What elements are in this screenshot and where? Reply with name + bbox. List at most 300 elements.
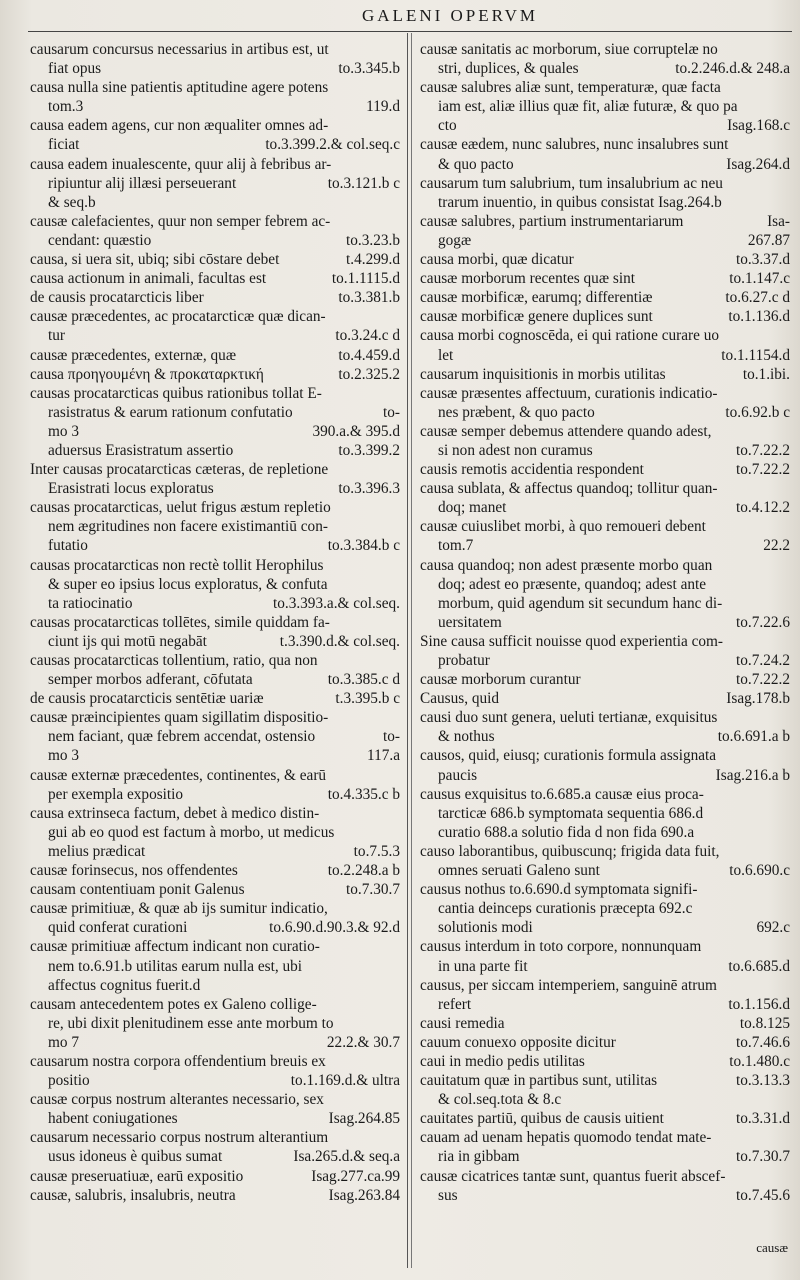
- index-reference: to.3.13.3: [736, 1072, 790, 1090]
- index-line: [30, 632, 400, 651]
- index-entry-text: causæ præsentes affectuum, curationis indicatio-: [420, 384, 718, 402]
- index-line: [420, 1128, 790, 1147]
- index-entry-text: cauitates partiū, quibus de causis uitient: [420, 1110, 664, 1128]
- index-reference: to.4.12.2: [736, 499, 790, 517]
- index-line: [420, 785, 790, 804]
- index-entry-text: causis remotis accidentia respondent: [420, 461, 644, 479]
- index-line: [30, 78, 400, 97]
- index-reference: to.1.156.d: [728, 995, 790, 1013]
- index-line: [420, 727, 790, 746]
- index-line: [30, 1014, 400, 1033]
- index-line: [30, 1090, 400, 1109]
- index-line: [30, 40, 400, 59]
- index-reference: to.7.45.6: [736, 1186, 790, 1204]
- index-line: [420, 441, 790, 460]
- index-entry-text: causus interdum in toto corpore, nonnunquam: [420, 938, 702, 956]
- index-line: [420, 78, 790, 97]
- index-entry-text: causas procatarcticas tollentium, ratio, qua non: [30, 652, 318, 669]
- index-reference: to.3.345.b: [338, 60, 400, 78]
- index-line: [30, 1128, 400, 1147]
- index-reference: to.3.393.a.& col.seq.: [272, 594, 400, 612]
- index-entry-text: doq; adest eo præsente, quandoq; adest ante: [438, 575, 707, 593]
- index-reference: to.7.22.2: [736, 441, 790, 459]
- index-entry-text: aduersus Erasistratum assertio: [48, 441, 234, 459]
- column-divider-inner: [411, 33, 412, 1268]
- index-reference: to.3.23.b: [346, 231, 400, 249]
- index-entry-text: causæ primitiuæ, & quæ ab ijs sumitur indicatio,: [30, 900, 328, 918]
- index-line: [30, 1167, 400, 1186]
- index-entry-text: Inter causas procatarcticas cæteras, de repletione: [30, 461, 329, 479]
- index-reference: to.7.22.6: [736, 613, 790, 631]
- index-entry-text: nes præbent, & quo pacto: [438, 403, 595, 421]
- index-reference: to.3.31.d: [736, 1110, 790, 1128]
- catchword: causæ: [756, 1240, 788, 1255]
- index-line: [30, 193, 400, 212]
- index-line: [420, 632, 790, 651]
- index-line: [30, 116, 400, 135]
- index-entry-text: re, ubi dixit plenitudinem esse ante morbum to: [48, 1014, 334, 1032]
- index-reference: 390.a.& 395.d: [312, 422, 400, 440]
- index-entry-text: causæ salubres, partium instrumentariarum: [420, 212, 684, 230]
- index-entry-text: semper morbos adferant, cōfutata: [48, 671, 253, 689]
- index-line: [420, 708, 790, 727]
- index-entry-text: tom.7: [438, 537, 474, 555]
- index-entry-text: causas procatarcticas, uelut frigus æstum repletio: [30, 499, 331, 517]
- index-line: [30, 976, 400, 995]
- index-line: [420, 689, 790, 708]
- index-reference: Isag.168.c: [727, 117, 790, 135]
- index-entry-text: causa actionum in animali, facultas est: [30, 270, 267, 288]
- index-reference: to.1.ibi.: [742, 365, 790, 383]
- index-entry-text: & col.seq.tota & 8.c: [438, 1091, 562, 1109]
- index-reference: to.6.90.d.90.3.& 92.d: [269, 919, 400, 937]
- index-line: [30, 174, 400, 193]
- index-line: [420, 804, 790, 823]
- index-line: [30, 556, 400, 575]
- index-line: [420, 135, 790, 154]
- index-reference: to.1.1154.d: [721, 346, 790, 364]
- index-line: [420, 326, 790, 345]
- index-reference: to.1.480.c: [729, 1052, 790, 1070]
- index-entry-text: positio: [48, 1072, 90, 1090]
- index-entry-text: de causis procatarcticis sentētiæ uariæ: [30, 690, 264, 708]
- index-reference: to.6.92.b c: [725, 403, 790, 421]
- index-entry-text: causus, per siccam intemperiem, sanguinē atrum: [420, 976, 717, 994]
- index-entry-text: gogæ: [438, 231, 472, 249]
- index-line: [420, 1147, 790, 1166]
- index-entry-text: causa quandoq; non adest præsente morbo quan: [420, 556, 713, 574]
- index-entry-text: cauum conuexo opposite dicitur: [420, 1033, 616, 1051]
- index-entry-text: ripiuntur alij illæsi perseuerant: [48, 174, 237, 192]
- index-line: [30, 346, 400, 365]
- index-entry-text: causæ præcedentes, externæ, quæ: [30, 346, 237, 364]
- index-entry-text: gui ab eo quod est factum à morbo, ut medicus: [48, 823, 335, 841]
- index-entry-text: causa extrinseca factum, debet à medico distin-: [30, 804, 320, 822]
- index-entry-text: causam antecedentem potes ex Galeno collige-: [30, 995, 317, 1013]
- index-line: [30, 880, 400, 899]
- index-line: [30, 307, 400, 326]
- running-header: GALENI OPERVM: [362, 6, 538, 25]
- index-line: [420, 269, 790, 288]
- index-line: [420, 384, 790, 403]
- index-line: [420, 250, 790, 269]
- index-entry-text: causi remedia: [420, 1014, 505, 1032]
- index-entry-text: habent coniugationes: [48, 1110, 178, 1128]
- index-reference: to.3.37.d: [736, 251, 790, 269]
- index-line: [30, 135, 400, 154]
- index-line: [30, 269, 400, 288]
- index-line: [420, 536, 790, 555]
- index-reference: 22.2.& 30.7: [326, 1033, 400, 1051]
- index-line: [420, 174, 790, 193]
- index-line: [30, 918, 400, 937]
- index-reference: to.3.381.b: [338, 289, 400, 307]
- index-line: [420, 498, 790, 517]
- index-line: [420, 59, 790, 78]
- index-line: [420, 307, 790, 326]
- index-line: [30, 804, 400, 823]
- index-line: [30, 517, 400, 536]
- index-line: [420, 594, 790, 613]
- index-line: [420, 365, 790, 384]
- index-line: [30, 1052, 400, 1071]
- index-line: [30, 479, 400, 498]
- index-entry-text: usus idoneus è quibus sumat: [48, 1148, 223, 1166]
- index-reference: to-: [383, 403, 400, 421]
- index-entry-text: causæ morbificæ, earumq; differentiæ: [420, 289, 653, 307]
- index-line: [420, 556, 790, 575]
- index-reference: to.8.125: [739, 1014, 790, 1032]
- column-divider: [407, 33, 408, 1268]
- index-line: [420, 880, 790, 899]
- index-entry-text: mo 7: [48, 1033, 80, 1051]
- index-entry-text: ta ratiocinatio: [48, 594, 133, 612]
- index-line: [30, 97, 400, 116]
- index-line: [420, 937, 790, 956]
- index-entry-text: cendant: quæstio: [48, 231, 152, 249]
- index-entry-text: caui in medio pedis utilitas: [420, 1052, 585, 1070]
- index-entry-text: morbum, quid agendum sit secundum hanc di-: [438, 594, 723, 612]
- index-reference: to.3.24.c d: [335, 327, 400, 345]
- index-entry-text: causæ forinsecus, nos offendentes: [30, 862, 238, 880]
- index-entry-text: tom.3: [48, 98, 84, 116]
- index-entry-text: causæ semper debemus attendere quando adest,: [420, 422, 712, 440]
- index-entry-text: causæ preseruatiuæ, earū expositio: [30, 1167, 244, 1185]
- index-line: [420, 899, 790, 918]
- index-entry-text: causarum necessario corpus nostrum alterantium: [30, 1129, 329, 1147]
- index-reference: to.6.690.c: [729, 862, 790, 880]
- index-reference: to.2.246.d.& 248.a: [675, 60, 790, 78]
- index-entry-text: cto: [438, 117, 457, 135]
- index-reference: to.7.30.7: [346, 881, 400, 899]
- index-line: [30, 957, 400, 976]
- index-entry-text: paucis: [438, 766, 478, 784]
- index-reference: Isag.178.b: [726, 690, 790, 708]
- index-line: [30, 441, 400, 460]
- index-entry-text: causæ externæ præcedentes, continentes, & earū: [30, 766, 327, 784]
- index-entry-text: causa eadem agens, cur non æqualiter omnes ad-: [30, 117, 329, 135]
- index-line: [420, 517, 790, 536]
- index-line: [420, 842, 790, 861]
- index-line: [30, 155, 400, 174]
- index-entry-text: causa nulla sine patientis aptitudine agere potens: [30, 79, 329, 97]
- index-entry-text: melius prædicat: [48, 842, 146, 860]
- index-reference: to.7.46.6: [736, 1033, 790, 1051]
- index-reference: 267.87: [747, 231, 790, 249]
- index-line: [420, 823, 790, 842]
- index-line: [420, 861, 790, 880]
- index-entry-text: cauam ad uenam hepatis quomodo tendat mate-: [420, 1129, 712, 1147]
- right-column: [420, 40, 790, 1268]
- index-entry-text: nem faciant, quæ febrem accendat, ostensio: [48, 728, 316, 746]
- index-line: [420, 746, 790, 765]
- index-line: [30, 651, 400, 670]
- index-line: [30, 842, 400, 861]
- index-line: [420, 422, 790, 441]
- index-entry-text: causa morbi cognoscēda, ei qui ratione curare uo: [420, 327, 720, 345]
- index-reference: Isag.264.85: [328, 1110, 400, 1128]
- index-entry-text: tur: [48, 327, 65, 345]
- index-reference: to.4.459.d: [338, 346, 400, 364]
- index-line: [30, 536, 400, 555]
- index-entry-text: causam contentiuam ponit Galenus: [30, 881, 245, 899]
- index-entry-text: affectus cognitus fuerit.d: [48, 976, 201, 994]
- index-line: [30, 575, 400, 594]
- index-reference: Isag.216.a b: [715, 766, 790, 784]
- index-reference: to.2.248.a b: [327, 862, 400, 880]
- index-line: [420, 613, 790, 632]
- index-entry-text: causæ sanitatis ac morborum, siue corruptelæ no: [420, 41, 718, 58]
- index-line: [30, 250, 400, 269]
- index-entry-text: per exempla expositio: [48, 785, 184, 803]
- index-entry-text: refert: [438, 995, 472, 1013]
- index-entry-text: Sine causa sufficit nouisse quod experientia com-: [420, 632, 724, 650]
- index-line: [30, 823, 400, 842]
- index-line: [420, 651, 790, 670]
- index-entry-text: causæ salubres aliæ sunt, temperaturæ, quæ facta: [420, 79, 721, 97]
- index-line: [420, 460, 790, 479]
- index-entry-text: rasistratus & earum rationum confutatio: [48, 403, 293, 421]
- index-line: [30, 460, 400, 479]
- index-entry-text: & seq.b: [48, 193, 96, 211]
- left-column: [30, 40, 400, 1268]
- header-rule: [28, 31, 792, 32]
- index-entry-text: mo 3: [48, 747, 80, 765]
- index-reference: 22.2: [763, 537, 790, 555]
- index-entry-text: causæ cuiuslibet morbi, à quo remoueri debent: [420, 518, 706, 536]
- index-entry-text: causæ, salubris, insalubris, neutra: [30, 1186, 236, 1204]
- index-entry-text: causæ præincipientes quam sigillatim dispositio-: [30, 709, 329, 727]
- index-entry-text: nem to.6.91.b utilitas earum nulla est, ubi: [48, 957, 303, 975]
- index-line: [420, 1071, 790, 1090]
- index-entry-text: probatur: [438, 652, 490, 669]
- index-line: [420, 1033, 790, 1052]
- index-reference: to.3.384.b c: [327, 537, 400, 555]
- index-reference: 119.d: [366, 98, 400, 116]
- index-line: [420, 1052, 790, 1071]
- index-reference: to.7.5.3: [353, 842, 400, 860]
- index-entry-text: omnes seruati Galeno sunt: [438, 862, 600, 880]
- index-entry-text: causos, quid, eiusq; curationis formula assignata: [420, 747, 717, 765]
- index-entry-text: trarum inuentio, in quibus consistat Isag.264.b: [438, 193, 722, 211]
- index-entry-text: causas procatarcticas quibus rationibus tollat E-: [30, 384, 322, 402]
- index-entry-text: solutionis modi: [438, 919, 533, 937]
- index-line: [30, 1033, 400, 1052]
- index-line: [30, 937, 400, 956]
- index-line: [30, 746, 400, 765]
- index-reference: Isag.264.d: [726, 155, 790, 173]
- index-line: [420, 957, 790, 976]
- index-entry-text: causus exquisitus to.6.685.a causæ eius proca-: [420, 785, 704, 803]
- index-reference: Isa.265.d.& seq.a: [293, 1148, 400, 1166]
- index-entry-text: mo 3: [48, 422, 80, 440]
- index-line: [30, 1109, 400, 1128]
- index-line: [420, 1014, 790, 1033]
- index-line: [30, 498, 400, 517]
- index-line: [30, 766, 400, 785]
- index-line: [420, 1167, 790, 1186]
- index-line: [30, 689, 400, 708]
- index-entry-text: tarcticæ 686.b symptomata sequentia 686.d: [438, 804, 704, 822]
- index-reference: Isag.277.ca.99: [311, 1167, 400, 1185]
- index-reference: t.3.390.d.& col.seq.: [279, 632, 400, 650]
- index-line: [30, 613, 400, 632]
- index-entry-text: causæ primitiuæ affectum indicant non curatio-: [30, 938, 320, 956]
- index-entry-text: causarum tum salubrium, tum insalubrium ac neu: [420, 174, 723, 192]
- index-entry-text: Erasistrati locus exploratus: [48, 480, 214, 498]
- index-line: [420, 40, 790, 59]
- index-entry-text: futatio: [48, 537, 88, 555]
- index-reference: t.3.395.b c: [335, 690, 400, 708]
- index-line: [30, 708, 400, 727]
- index-line: [30, 861, 400, 880]
- index-entry-text: ficiat: [48, 136, 80, 154]
- index-line: [420, 479, 790, 498]
- index-line: [420, 1109, 790, 1128]
- index-reference: to.1.169.d.& ultra: [290, 1072, 400, 1090]
- index-reference: to-: [383, 728, 400, 746]
- index-entry-text: causa προηγουμένη & προκαταρκτική: [30, 365, 264, 383]
- index-reference: to.3.121.b c: [327, 174, 400, 192]
- index-line: [30, 1071, 400, 1090]
- index-entry-text: & nothus: [438, 728, 495, 746]
- index-line: [420, 116, 790, 135]
- index-entry-text: causarum concursus necessarius in artibus est, ut: [30, 41, 329, 58]
- index-reference: to.3.399.2: [338, 441, 400, 459]
- index-entry-text: causæ morborum recentes quæ sint: [420, 270, 635, 288]
- index-reference: to.7.22.2: [736, 671, 790, 689]
- index-entry-text: & quo pacto: [438, 155, 514, 173]
- index-entry-text: uersitatem: [438, 613, 502, 631]
- index-entry-text: cauitatum quæ in partibus sunt, utilitas: [420, 1072, 658, 1090]
- index-reference: to.1.136.d: [728, 308, 790, 326]
- index-entry-text: & super eo ipsius locus exploratus, & confuta: [48, 575, 328, 593]
- index-line: [420, 670, 790, 689]
- index-entry-text: causarum nostra corpora offendentium breuis ex: [30, 1052, 326, 1070]
- index-reference: to.3.396.3: [338, 480, 400, 498]
- index-line: [30, 670, 400, 689]
- index-entry-text: stri, duplices, & quales: [438, 60, 579, 78]
- index-entry-text: in una parte fit: [438, 957, 528, 975]
- index-entry-text: causa eadem inualescente, quur alij à febribus ar-: [30, 155, 332, 173]
- index-line: [420, 1090, 790, 1109]
- index-entry-text: causa sublata, & affectus quandoq; tollitur quan-: [420, 480, 718, 498]
- index-line: [30, 212, 400, 231]
- index-line: [420, 231, 790, 250]
- index-reference: 117.a: [367, 747, 400, 765]
- index-entry-text: quid conferat curationi: [48, 919, 188, 937]
- index-entry-text: causus nothus to.6.690.d symptomata signifi-: [420, 881, 698, 899]
- index-entry-text: ria in gibbam: [438, 1148, 520, 1166]
- index-entry-text: Causus, quid: [420, 690, 500, 708]
- index-entry-text: causi duo sunt genera, ueluti tertianæ, exquisitus: [420, 709, 718, 727]
- index-line: [30, 785, 400, 804]
- index-line: [420, 346, 790, 365]
- index-entry-text: let: [438, 346, 454, 364]
- index-reference: to.6.691.a b: [717, 728, 790, 746]
- index-reference: 692.c: [756, 919, 790, 937]
- index-line: [30, 995, 400, 1014]
- index-entry-text: iam est, aliæ illius quæ fit, aliæ futuræ, & quo pa: [438, 98, 738, 116]
- index-line: [420, 1186, 790, 1205]
- index-line: [420, 995, 790, 1014]
- index-entry-text: causas procatarcticas non rectè tollit Herophilus: [30, 556, 324, 574]
- index-line: [30, 326, 400, 345]
- index-line: [30, 1186, 400, 1205]
- index-reference: to.6.27.c d: [725, 289, 790, 307]
- index-reference: to.2.325.2: [338, 365, 400, 383]
- index-entry-text: causa, si uera sit, ubiq; sibi cōstare debet: [30, 251, 280, 269]
- index-entry-text: cantia deinceps curationis præcepta 692.c: [438, 900, 693, 918]
- index-line: [30, 727, 400, 746]
- index-reference: Isa-: [767, 212, 790, 230]
- index-line: [30, 594, 400, 613]
- index-entry-text: nem ægritudines non facere existimantiū con-: [48, 518, 328, 536]
- index-line: [420, 288, 790, 307]
- index-entry-text: causæ præcedentes, ac procatarcticæ quæ dican-: [30, 308, 326, 326]
- index-entry-text: causas procatarcticas tollētes, simile quiddam fa-: [30, 613, 330, 631]
- index-line: [420, 766, 790, 785]
- index-line: [420, 212, 790, 231]
- index-entry-text: fiat opus: [48, 60, 102, 78]
- index-reference: to.3.385.c d: [327, 671, 400, 689]
- index-line: [30, 422, 400, 441]
- index-line: [30, 384, 400, 403]
- index-reference: to.7.22.2: [736, 461, 790, 479]
- index-line: [30, 899, 400, 918]
- index-entry-text: causæ corpus nostrum alterantes necessario, sex: [30, 1091, 324, 1109]
- index-reference: t.4.299.d: [346, 251, 400, 269]
- index-reference: to.1.147.c: [729, 270, 790, 288]
- index-line: [30, 403, 400, 422]
- index-entry-text: ciunt ijs qui motū negabāt: [48, 632, 207, 650]
- index-entry-text: causæ calefacientes, quur non semper febrem ac-: [30, 212, 331, 230]
- index-reference: Isag.263.84: [328, 1186, 400, 1204]
- index-entry-text: causæ morbificæ genere duplices sunt: [420, 308, 653, 326]
- index-line: [420, 155, 790, 174]
- index-line: [30, 59, 400, 78]
- index-entry-text: causo laborantibus, quibuscunq; frigida data fuit,: [420, 842, 720, 860]
- index-reference: to.7.30.7: [736, 1148, 790, 1166]
- index-entry-text: causæ morborum curantur: [420, 671, 581, 689]
- index-entry-text: doq; manet: [438, 499, 507, 517]
- index-entry-text: si non adest non curamus: [438, 441, 593, 459]
- index-line: [30, 231, 400, 250]
- index-line: [420, 976, 790, 995]
- index-entry-text: causæ eædem, nunc salubres, nunc insalubres sunt: [420, 136, 729, 154]
- index-line: [30, 365, 400, 384]
- index-line: [30, 1147, 400, 1166]
